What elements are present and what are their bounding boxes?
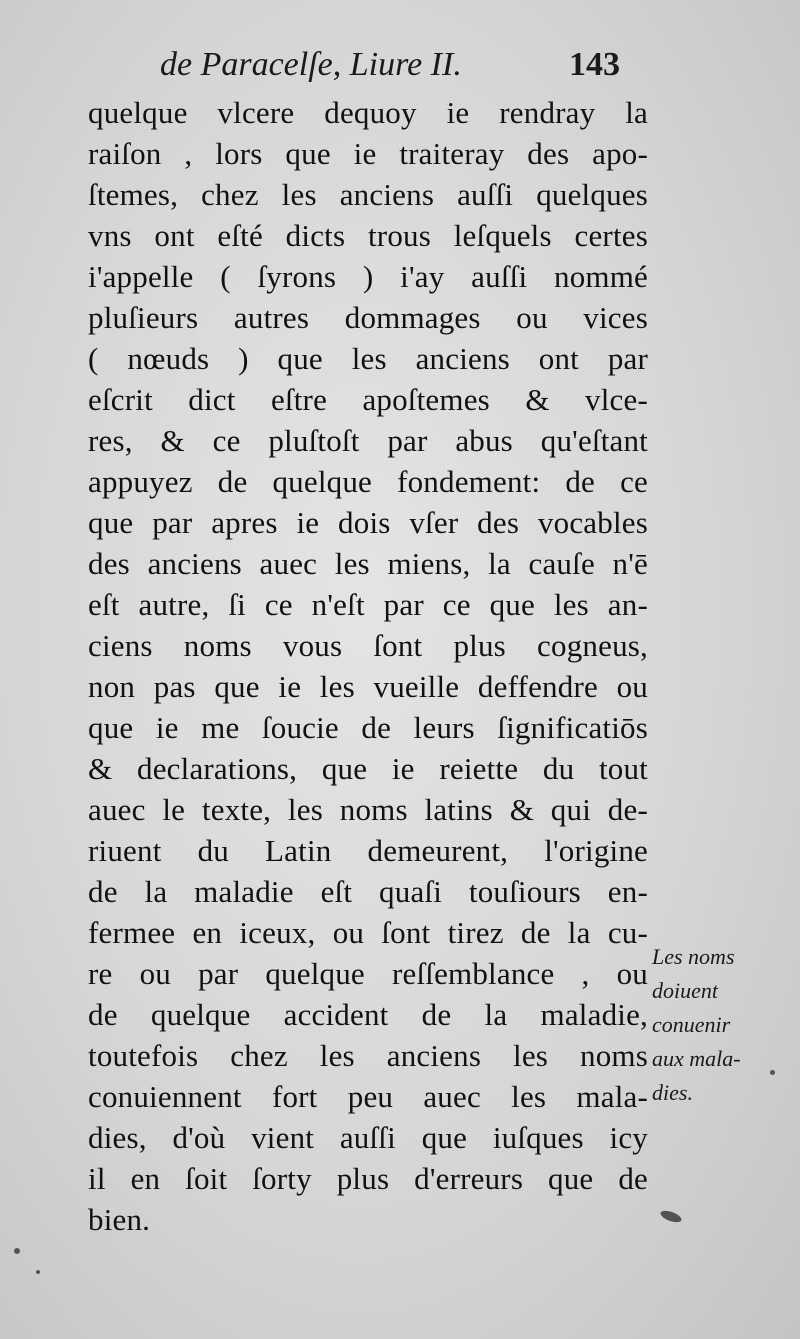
body-text: [88, 92, 648, 1240]
text-line: raiſon , lors que ie traiteray des apo-: [88, 136, 648, 171]
ink-blot: [659, 1209, 683, 1225]
text-line: dies, d'où vient auſſi que iuſques icy: [88, 1120, 648, 1155]
running-head: [160, 40, 620, 90]
marginal-note-line: doiuent: [652, 978, 718, 1003]
text-line: il en ſoit ſorty plus d'erreurs que de: [88, 1161, 648, 1196]
text-line: toutefois chez les anciens les noms: [88, 1038, 648, 1073]
ink-speck: [770, 1070, 775, 1075]
text-line: fermee en iceux, ou ſont tirez de la cu-: [88, 915, 648, 950]
marginal-note-line: aux mala-: [652, 1046, 741, 1071]
text-line: non pas que ie les vueille deffendre ou: [88, 669, 648, 704]
text-line: ſtemes, chez les anciens auſſi quelques: [88, 177, 648, 212]
marginal-note: [652, 940, 792, 1110]
marginal-note-line: dies.: [652, 1080, 693, 1105]
text-line: re ou par quelque reſſemblance , ou: [88, 956, 648, 991]
text-line: auec le texte, les noms latins & qui de-: [88, 792, 648, 827]
running-head-title: de Paracelſe, Liure II.: [160, 46, 462, 83]
text-line: ciens noms vous ſont plus cogneus,: [88, 628, 648, 663]
text-line: i'appelle ( ſyrons ) i'ay auſſi nommé: [88, 259, 648, 294]
text-line: eſt autre, ſi ce n'eſt par ce que les an-: [88, 587, 648, 622]
marginal-note-line: Les noms: [652, 944, 735, 969]
text-line: bien.: [88, 1202, 151, 1237]
text-line: eſcrit dict eſtre apoſtemes & vlce-: [88, 382, 648, 417]
text-line: que ie me ſoucie de leurs ſignificatiōs: [88, 710, 648, 745]
text-line: quelque vlcere dequoy ie rendray la: [88, 95, 648, 130]
text-line: que par apres ie dois vſer des vocables: [88, 505, 648, 540]
text-line: & declarations, que ie reiette du tout: [88, 751, 648, 786]
ink-speck: [36, 1270, 40, 1274]
text-line: riuent du Latin demeurent, l'origine: [88, 833, 648, 868]
text-line: des anciens auec les miens, la cauſe n'ē: [88, 546, 648, 581]
text-line: de quelque accident de la maladie,: [88, 997, 648, 1032]
marginal-note-line: conuenir: [652, 1012, 731, 1037]
text-line: pluſieurs autres dommages ou vices: [88, 300, 648, 335]
text-line: appuyez de quelque fondement: de ce: [88, 464, 648, 499]
text-line: ( nœuds ) que les anciens ont par: [88, 341, 648, 376]
text-line: de la maladie eſt quaſi touſiours en-: [88, 874, 648, 909]
text-line: conuiennent fort peu auec les mala-: [88, 1079, 648, 1114]
page-number: 143: [569, 46, 620, 83]
text-line: res, & ce pluſtoſt par abus qu'eſtant: [88, 423, 648, 458]
ink-speck: [14, 1248, 20, 1254]
text-line: vns ont eſté dicts trous leſquels certes: [88, 218, 648, 253]
